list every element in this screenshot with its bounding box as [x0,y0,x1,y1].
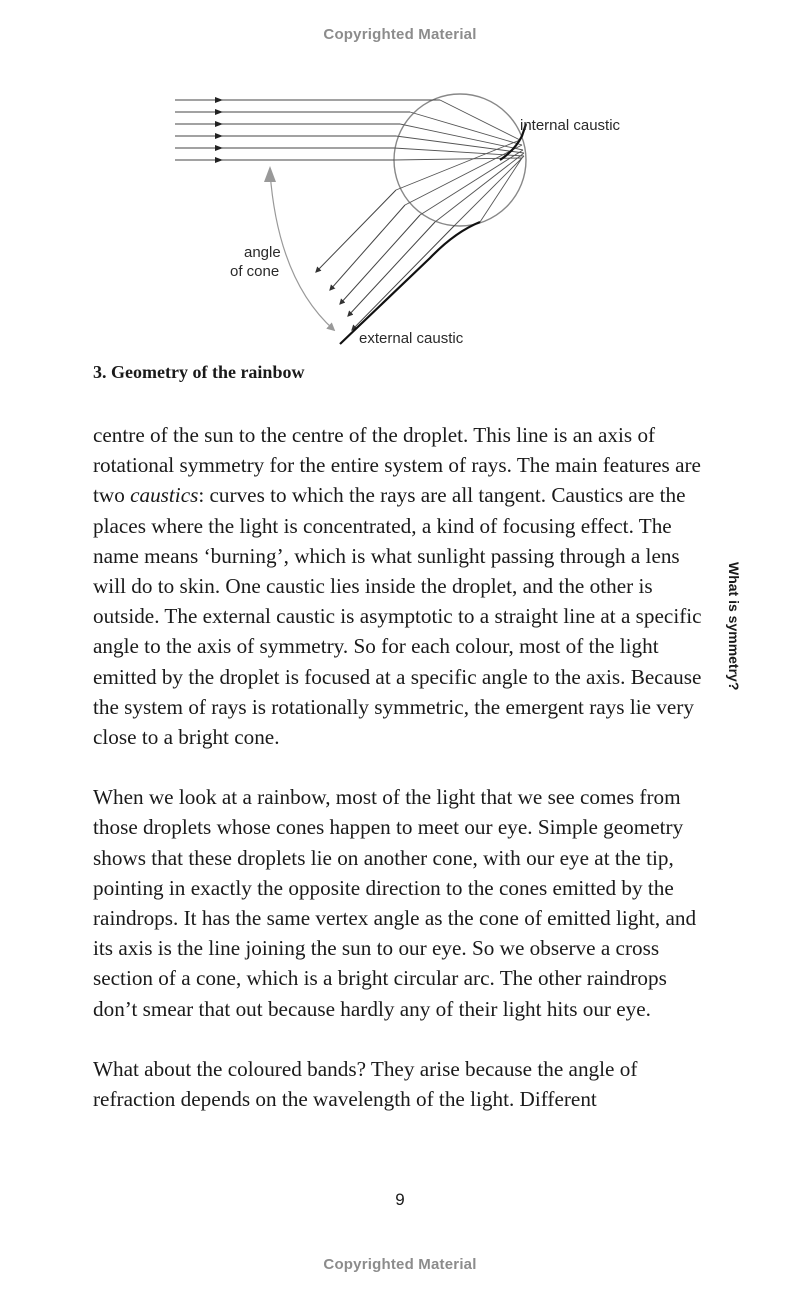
external-caustic-curve [340,222,480,344]
chapter-side-title: What is symmetry? [726,562,742,691]
label-external-caustic: external caustic [359,330,464,347]
emphasis-caustics: caustics [130,483,199,508]
label-angle-line1: angle [244,244,281,261]
footer-watermark: Copyrighted Material [323,1256,477,1273]
paragraph-1-part-1: centre of the sun to the centre of the droplet. This line is an axis of rotational symmetry for the entire system of rays. The main features are two [93,423,701,508]
body-text [93,420,715,1144]
label-angle-line2: of cone [230,263,280,280]
paragraph-1-part-2: : curves to which the rays are all tangent. Caustics are the places where the light is concentrated, a kind of focusing effect. The name means ‘burning’, which is what sunlight passing through a lens will do to skin. One caustic lies inside the droplet, and the other is outside. The external caustic is asymptotic to a straight line at a specific angle to the axis of symmetry. So for each colour, most of the light emitted by the droplet is focused at a specific angle to the axis. Because the system of rays is rotationally symmetric, the emergent rays lie very close to a bright cone. [93,483,702,750]
label-internal-caustic: internal caustic [520,117,621,134]
page-number: 9 [395,1190,405,1209]
refracted-rays [394,100,524,160]
incoming-rays [175,100,440,160]
figure-caption: 3. Geometry of the rainbow [93,362,305,382]
incoming-arrowheads [215,97,223,163]
emerging-rays [316,190,455,330]
paragraph-2: When we look at a rainbow, most of the light that we see comes from those droplets whose cones happen to meet our eye. Simple geometry shows that these droplets lie on another cone, with our eye at the tip, pointing in exactly the opposite direction to the cones emitted by the raindrops. It has the same vertex angle as the cone of emitted light, and its axis is the line joining the sun to our eye. So we observe a cross section of a cone, which is a bright circular arc. The other raindrops don’t smear that out because hardly any of their light hits our eye. [93,785,697,1021]
reflected-rays [396,140,524,225]
header-watermark: Copyrighted Material [323,26,477,43]
paragraph-1 [93,420,715,752]
paragraph-3: What about the coloured bands? They arise because the angle of refraction depends on the wavelength of the light. Different [93,1056,638,1112]
rainbow-geometry-figure [0,0,800,360]
angle-arc-top-arrow [264,166,276,182]
